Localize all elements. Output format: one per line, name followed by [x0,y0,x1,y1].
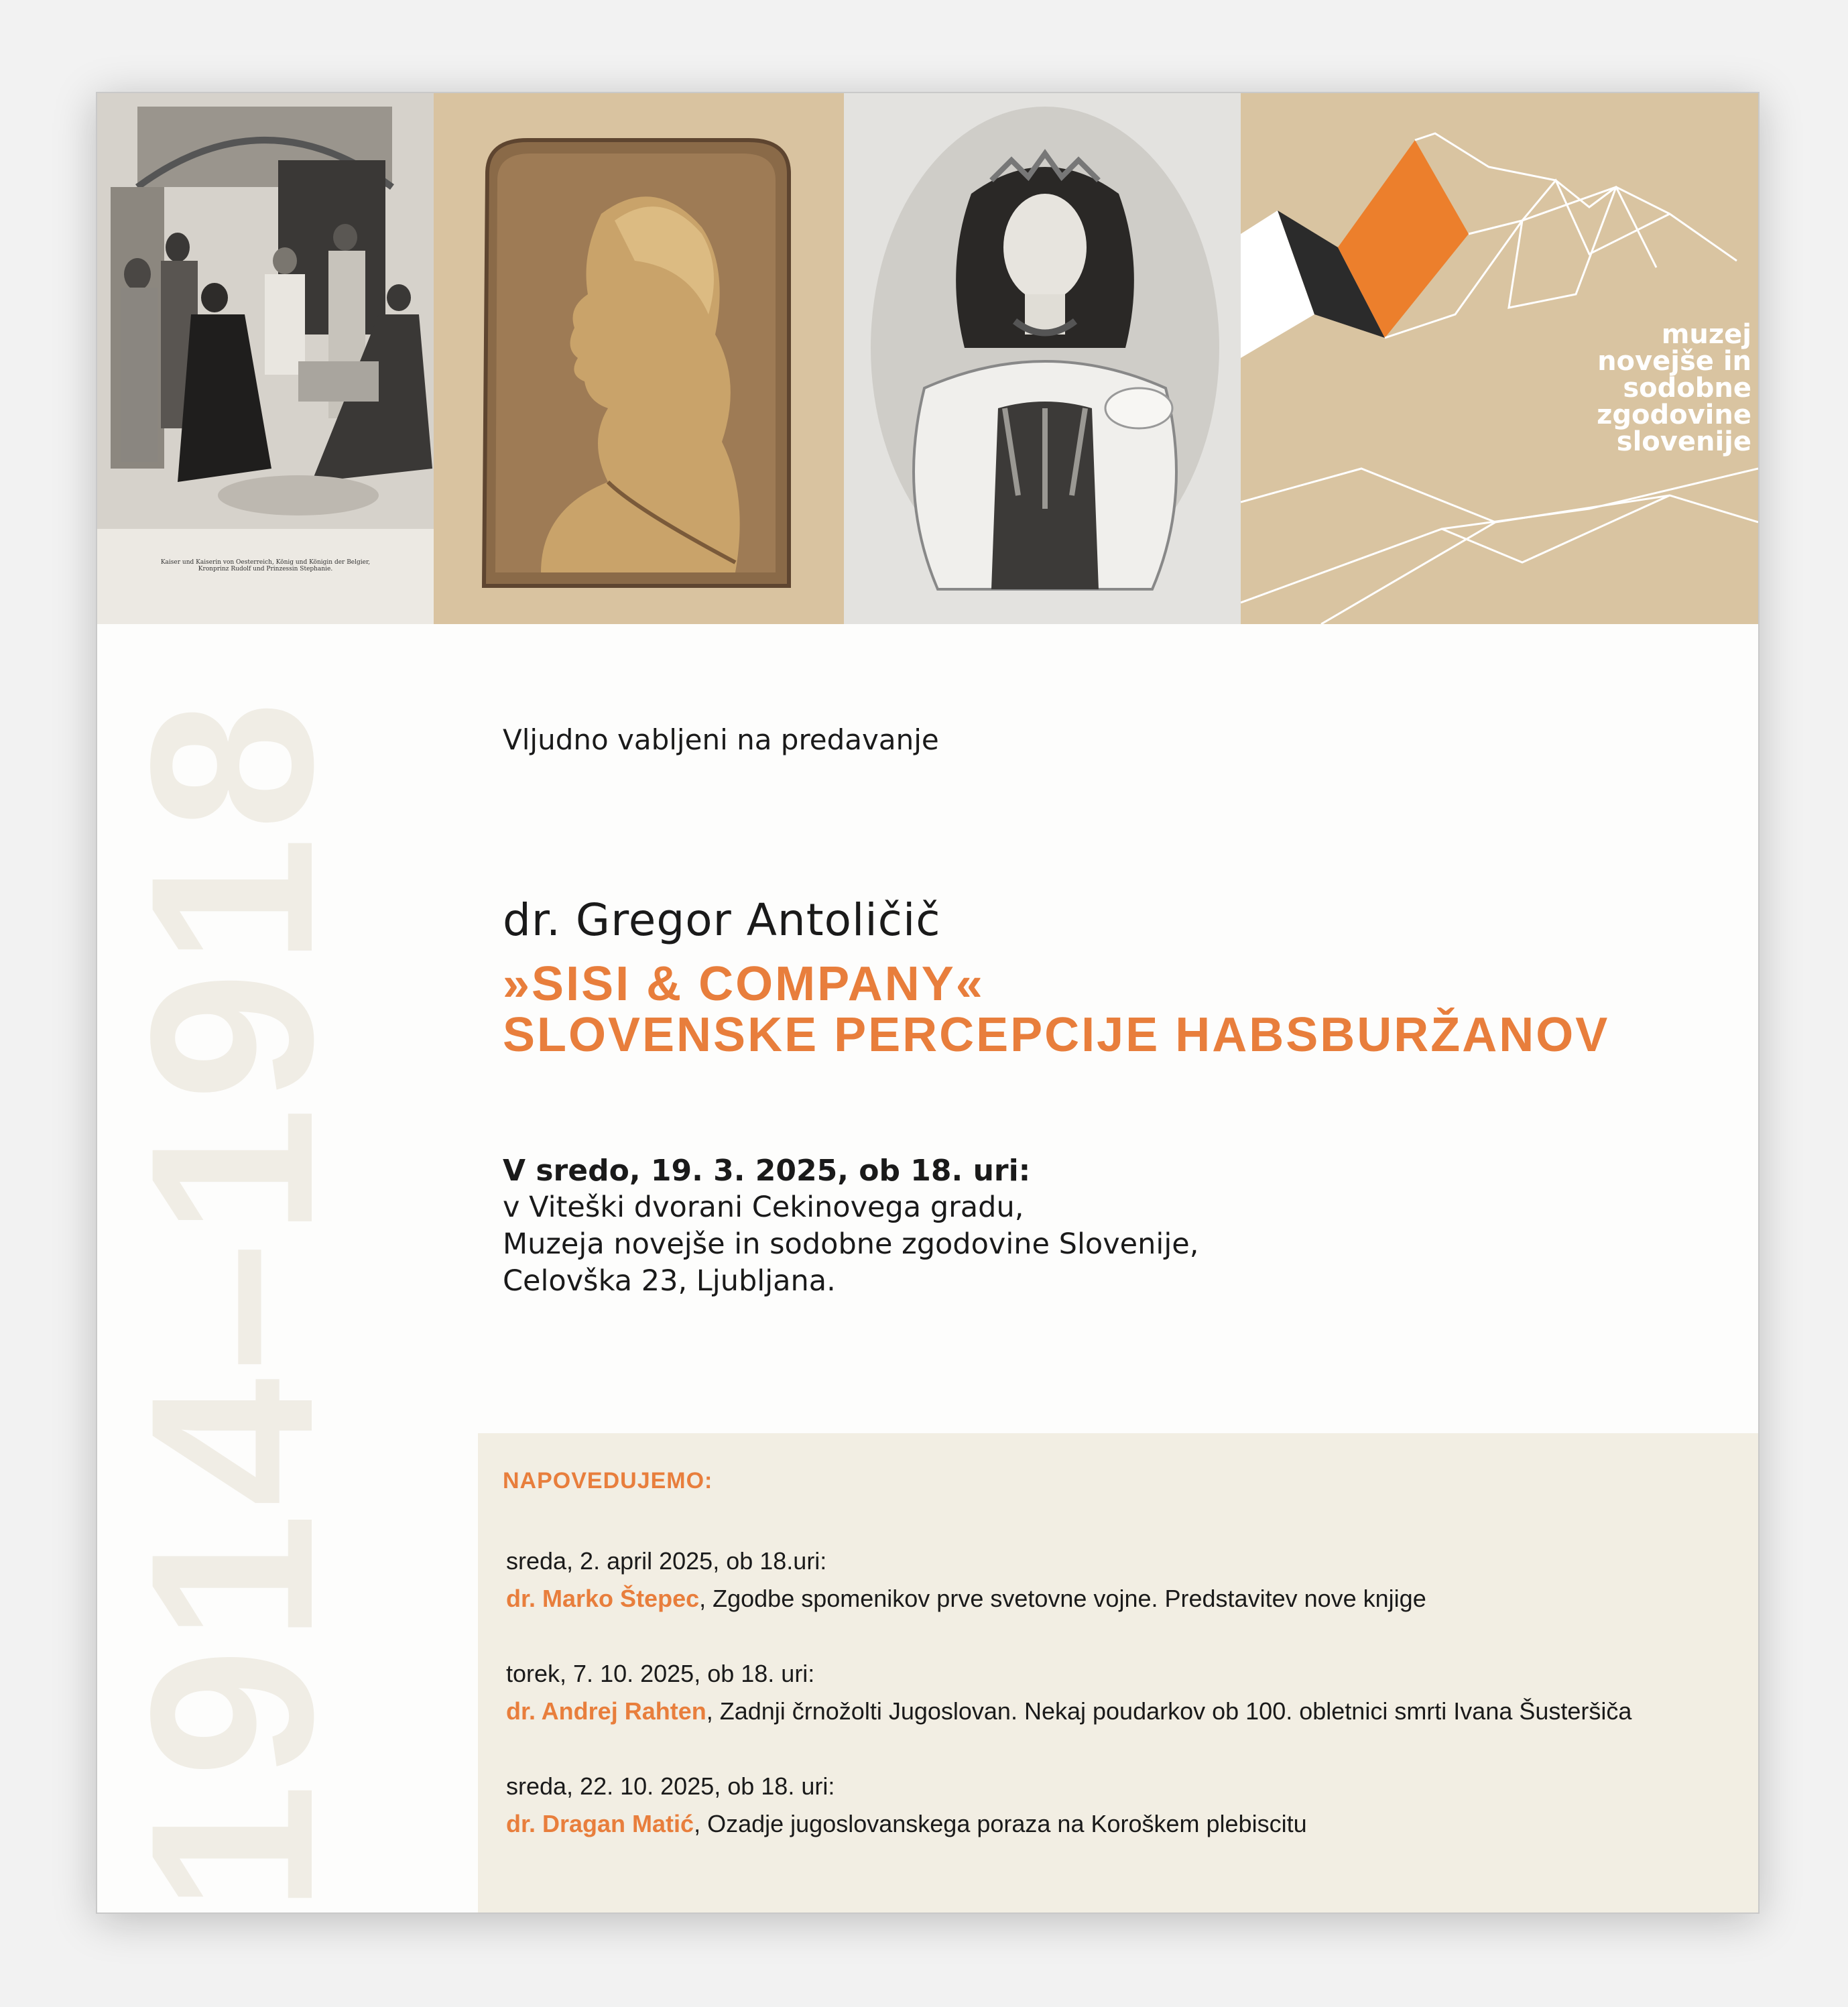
bronze-plaque-image [434,93,844,624]
invitation-card [96,92,1760,1914]
announcement-date: torek, 7. 10. 2025, ob 18. uri: [506,1660,815,1687]
announcement-date: sreda, 22. 10. 2025, ob 18. uri: [506,1772,835,1800]
announcement-speaker: dr. Dragan Matić [506,1810,694,1837]
header-banner [97,93,1758,624]
photo-caption: Kaiser und Kaiserin von Oesterreich, König und Königin der Belgier, Kronprinz Rudolf und Prinzessin Stephanie. [160,559,371,572]
event-address-line: v Viteški dvorani Cekinovega gradu, [503,1191,1024,1224]
invite-text: Vljudno vabljeni na predavanje [503,723,939,756]
announcement-item [506,1585,1426,1613]
lecture-title-line1: »SISI & COMPANY« [503,957,985,1011]
speaker-name: dr. Gregor Antoličič [503,894,941,946]
announcements-heading: NAPOVEDUJEMO: [503,1468,713,1494]
announcements-box [478,1433,1758,1912]
announcement-topic: , Ozadje jugoslovanskega poraza na Koroškem plebiscitu [694,1810,1307,1837]
announcement-topic: , Zgodbe spomenikov prve svetovne vojne. Predstavitev nove knjige [699,1585,1426,1612]
museum-logo [1241,93,1758,624]
announcement-item [506,1697,1631,1725]
announcement-item [506,1810,1307,1838]
lecture-title-line2: SLOVENSKE PERCEPCIJE HABSBURŽANOV [503,1008,1610,1062]
empress-portrait-image [844,93,1241,624]
event-address-line: Celovška 23, Ljubljana. [503,1264,836,1298]
year-watermark [97,624,499,1912]
historic-group-photo [97,93,434,624]
event-datetime: V sredo, 19. 3. 2025, ob 18. uri: [503,1154,1031,1188]
announcement-speaker: dr. Andrej Rahten [506,1697,706,1725]
announcement-speaker: dr. Marko Štepec [506,1585,700,1612]
announcement-date: sreda, 2. april 2025, ob 18.uri: [506,1547,827,1575]
event-address-line: Muzeja novejše in sodobne zgodovine Slovenije, [503,1227,1199,1261]
museum-logo-text: muzej novejše in sodobne zgodovine slovenije [1597,319,1751,457]
announcement-topic: , Zadnji črnožolti Jugoslovan. Nekaj poudarkov ob 100. obletnici smrti Ivana Šusteršiča [706,1697,1632,1725]
year-text: 1914–1918 [103,694,361,1912]
